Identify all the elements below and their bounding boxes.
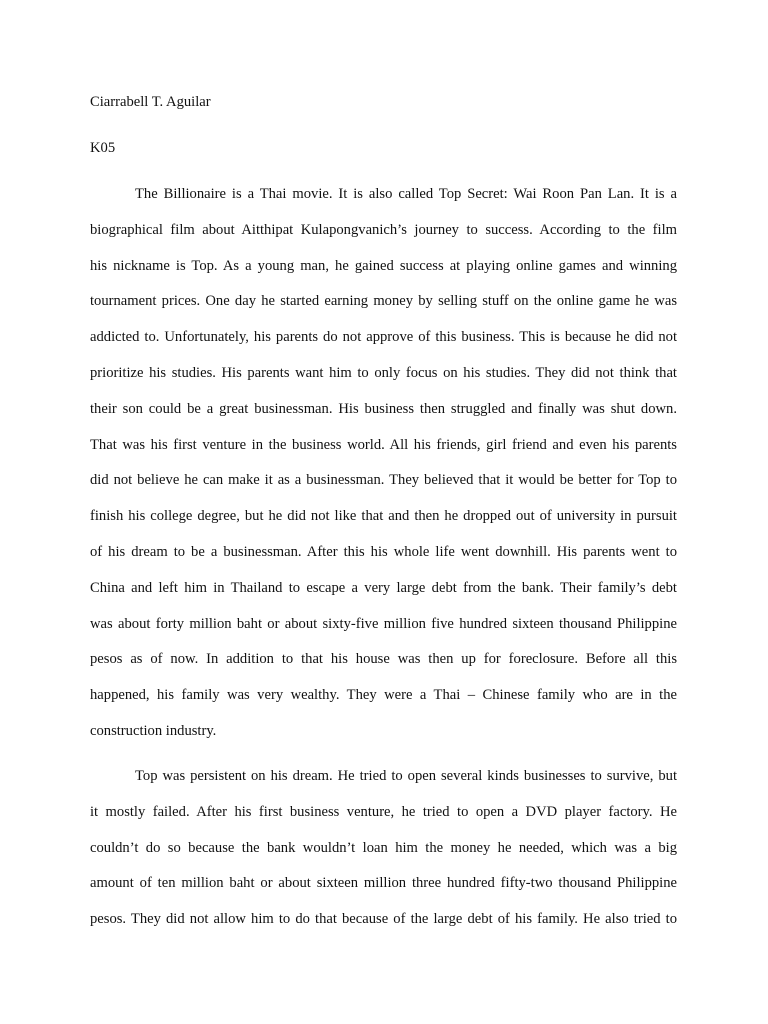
paragraph-line: did not believe he can make it as a businessman. They believed that it would be better for Top to [90, 472, 677, 489]
paragraph [90, 766, 677, 945]
paragraph-line: pesos as of now. In addition to that his house was then up for foreclosure. Before all this [90, 651, 677, 668]
paragraph-line: China and left him in Thailand to escape a very large debt from the bank. Their family’s debt [90, 579, 677, 596]
paragraph-line: Top was persistent on his dream. He tried to open several kinds businesses to survive, but [135, 768, 677, 784]
paragraph-line: of his dream to be a businessman. After this his whole life went downhill. His parents went to [90, 543, 677, 560]
paragraph-line: amount of ten million baht or about sixteen million three hundred fifty-two thousand Philippine [90, 875, 677, 892]
paragraph-line: construction industry. [90, 722, 217, 739]
section-code: K05 [90, 140, 116, 156]
paragraph-line: The Billionaire is a Thai movie. It is also called Top Secret: Wai Roon Pan Lan. It is a [135, 186, 677, 202]
paragraph-line: tournament prices. One day he started earning money by selling stuff on the online game he was [90, 293, 677, 310]
paragraph-line: biographical film about Aitthipat Kulapongvanich’s journey to success. According to the film [90, 221, 677, 238]
paragraph-line: his nickname is Top. As a young man, he gained success at playing online games and winning [90, 257, 677, 274]
author-name: Ciarrabell T. Aguilar [90, 94, 211, 110]
paragraph-line: was about forty million baht or about sixty-five million five hundred sixteen thousand Philippine [90, 615, 677, 632]
paragraph-line: addicted to. Unfortunately, his parents do not approve of this business. This is because he did not [90, 329, 677, 346]
paragraph-line: finish his college degree, but he did not like that and then he dropped out of university in pursuit [90, 508, 677, 525]
paragraph-line: pesos. They did not allow him to do that because of the large debt of his family. He also tried to [90, 911, 677, 928]
paragraph-line: couldn’t do so because the bank wouldn’t loan him the money he needed, which was a big [90, 839, 677, 856]
paragraph-line: That was his first venture in the business world. All his friends, girl friend and even his parents [90, 436, 677, 453]
paragraph [90, 184, 677, 757]
paragraph-line: their son could be a great businessman. His business then struggled and finally was shut down. [90, 400, 677, 417]
paragraph-line: prioritize his studies. His parents want him to only focus on his studies. They did not think that [90, 364, 677, 381]
paragraph-line: it mostly failed. After his first business venture, he tried to open a DVD player factory. He [90, 803, 677, 820]
paragraph-line: happened, his family was very wealthy. They were a Thai – Chinese family who are in the [90, 687, 677, 704]
